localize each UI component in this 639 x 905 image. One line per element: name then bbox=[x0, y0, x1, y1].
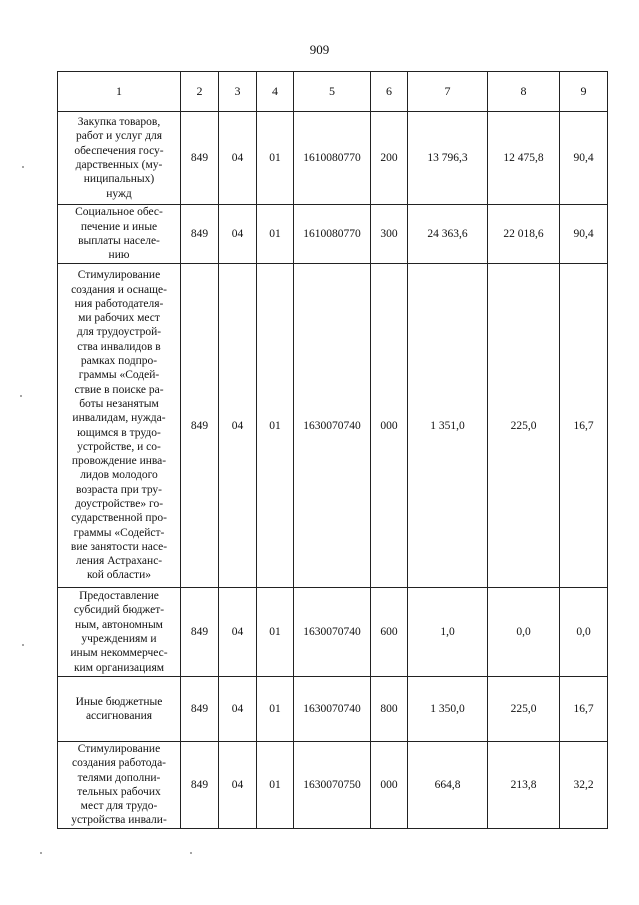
cell-col3: 04 bbox=[219, 588, 257, 677]
column-header: 2 bbox=[181, 72, 219, 112]
cell-col9: 0,0 bbox=[560, 588, 608, 677]
cell-col5: 1610080770 bbox=[294, 112, 371, 205]
cell-col6: 000 bbox=[371, 264, 408, 588]
cell-col9: 90,4 bbox=[560, 205, 608, 264]
cell-col7: 13 796,3 bbox=[408, 112, 488, 205]
cell-col5: 1630070750 bbox=[294, 742, 371, 829]
cell-col6: 800 bbox=[371, 677, 408, 742]
column-header: 6 bbox=[371, 72, 408, 112]
cell-col8: 225,0 bbox=[488, 677, 560, 742]
cell-col6: 300 bbox=[371, 205, 408, 264]
cell-col7: 1 351,0 bbox=[408, 264, 488, 588]
table-row bbox=[58, 742, 608, 829]
row-description: Стимулирование создания и оснаще- ния работодателя- ми рабочих мест для трудоустрой- ства инвалидов в рамках подпро- граммы «Содей- ствие в поиске ра- боты незанятым инвалидам, нужда- ющимся в трудо- устройстве, и со- провождение инва- лидов молодого возраста при тру- доустройстве» го- сударственной про- граммы «Содейст- вие занятости насе- ления Астраханс- кой области» bbox=[58, 264, 181, 588]
header-row bbox=[58, 72, 608, 112]
cell-col9: 16,7 bbox=[560, 264, 608, 588]
scan-speck bbox=[40, 852, 42, 854]
column-header: 9 bbox=[560, 72, 608, 112]
row-description: Социальное обес- печение и иные выплаты населе- нию bbox=[58, 205, 181, 264]
row-description: Стимулирование создания работода- телями дополни- тельных рабочих мест для трудо- устройства инвали- bbox=[58, 742, 181, 829]
cell-col7: 1,0 bbox=[408, 588, 488, 677]
cell-col5: 1630070740 bbox=[294, 264, 371, 588]
cell-col3: 04 bbox=[219, 742, 257, 829]
cell-col4: 01 bbox=[257, 264, 294, 588]
cell-col3: 04 bbox=[219, 677, 257, 742]
budget-table bbox=[57, 71, 608, 829]
cell-col3: 04 bbox=[219, 112, 257, 205]
cell-col4: 01 bbox=[257, 742, 294, 829]
cell-col3: 04 bbox=[219, 205, 257, 264]
scan-speck bbox=[22, 644, 24, 646]
column-header: 7 bbox=[408, 72, 488, 112]
cell-col6: 600 bbox=[371, 588, 408, 677]
cell-col6: 000 bbox=[371, 742, 408, 829]
column-header: 3 bbox=[219, 72, 257, 112]
cell-col2: 849 bbox=[181, 205, 219, 264]
column-header: 5 bbox=[294, 72, 371, 112]
cell-col8: 12 475,8 bbox=[488, 112, 560, 205]
cell-col2: 849 bbox=[181, 742, 219, 829]
row-description: Предоставление субсидий бюджет- ным, автономным учреждениям и иным некоммерчес- ким организациям bbox=[58, 588, 181, 677]
cell-col2: 849 bbox=[181, 677, 219, 742]
table-row bbox=[58, 264, 608, 588]
table-row bbox=[58, 205, 608, 264]
cell-col5: 1630070740 bbox=[294, 677, 371, 742]
cell-col4: 01 bbox=[257, 677, 294, 742]
scan-speck bbox=[190, 852, 192, 854]
cell-col8: 225,0 bbox=[488, 264, 560, 588]
cell-col6: 200 bbox=[371, 112, 408, 205]
row-description: Иные бюджетные ассигнования bbox=[58, 677, 181, 742]
scan-speck bbox=[20, 395, 22, 397]
cell-col5: 1610080770 bbox=[294, 205, 371, 264]
cell-col4: 01 bbox=[257, 588, 294, 677]
cell-col9: 32,2 bbox=[560, 742, 608, 829]
column-header: 1 bbox=[58, 72, 181, 112]
scan-speck bbox=[22, 166, 24, 168]
cell-col8: 213,8 bbox=[488, 742, 560, 829]
cell-col7: 1 350,0 bbox=[408, 677, 488, 742]
cell-col2: 849 bbox=[181, 112, 219, 205]
row-description: Закупка товаров, работ и услуг для обеспечения госу- дарственных (му- ниципальных) нужд bbox=[58, 112, 181, 205]
cell-col2: 849 bbox=[181, 264, 219, 588]
column-header: 4 bbox=[257, 72, 294, 112]
table-row bbox=[58, 112, 608, 205]
table-row bbox=[58, 677, 608, 742]
cell-col7: 664,8 bbox=[408, 742, 488, 829]
cell-col8: 0,0 bbox=[488, 588, 560, 677]
cell-col5: 1630070740 bbox=[294, 588, 371, 677]
cell-col8: 22 018,6 bbox=[488, 205, 560, 264]
cell-col9: 90,4 bbox=[560, 112, 608, 205]
table-row bbox=[58, 588, 608, 677]
cell-col9: 16,7 bbox=[560, 677, 608, 742]
cell-col3: 04 bbox=[219, 264, 257, 588]
column-header: 8 bbox=[488, 72, 560, 112]
cell-col4: 01 bbox=[257, 205, 294, 264]
cell-col7: 24 363,6 bbox=[408, 205, 488, 264]
cell-col2: 849 bbox=[181, 588, 219, 677]
page-number: 909 bbox=[309, 42, 330, 57]
cell-col4: 01 bbox=[257, 112, 294, 205]
